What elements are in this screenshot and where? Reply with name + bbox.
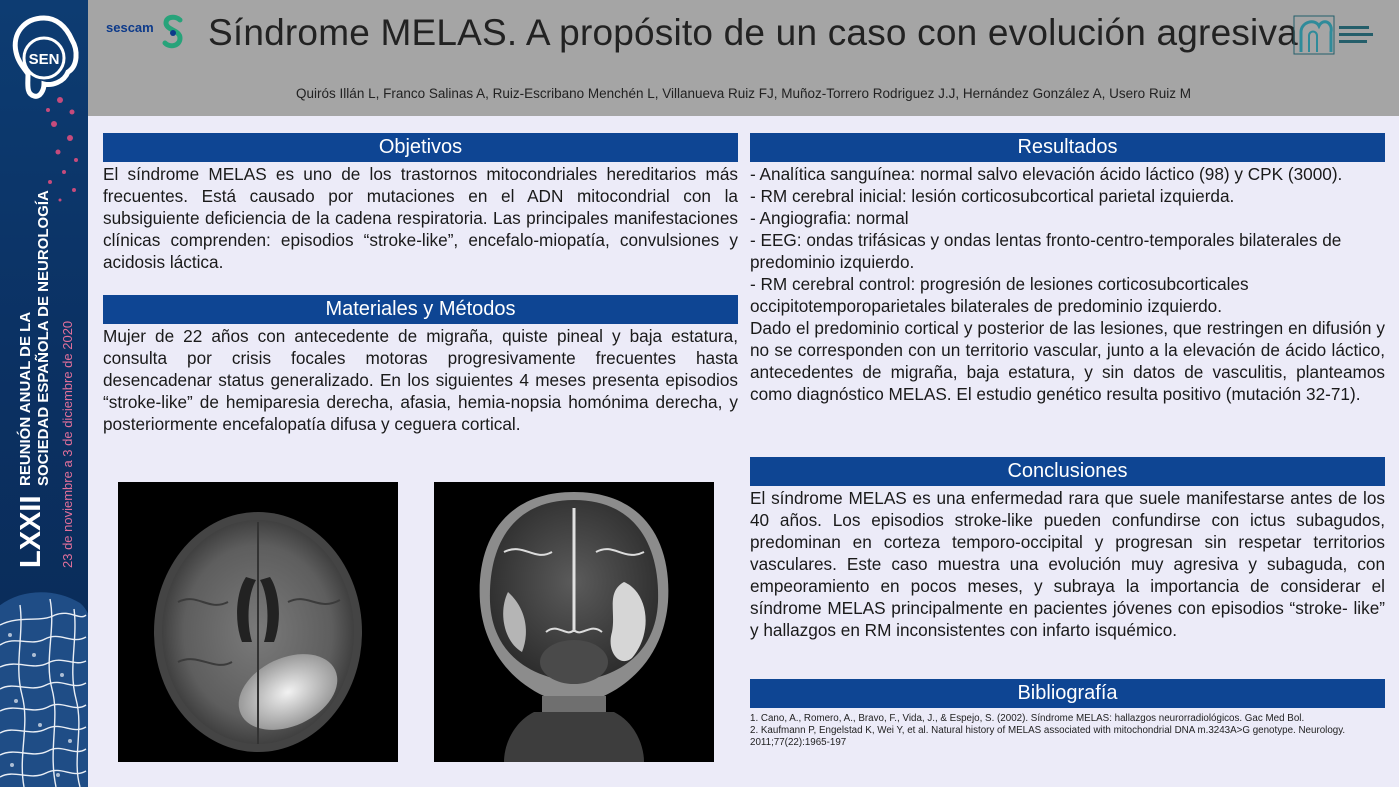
resultados-item: - Angiografia: normal bbox=[750, 208, 909, 228]
mri-axial-image bbox=[118, 482, 398, 762]
gerencia-logo bbox=[1293, 14, 1379, 58]
objetivos-heading: Objetivos bbox=[103, 133, 738, 162]
resultados-item: - Analítica sanguínea: normal salvo elevación ácido láctico (98) y CPK (3000). bbox=[750, 164, 1343, 184]
poster-body bbox=[88, 116, 1399, 787]
conclusiones-heading: Conclusiones bbox=[750, 457, 1385, 486]
poster-header bbox=[88, 0, 1399, 116]
event-name-line2: SOCIEDAD ESPAÑOLA DE NEUROLOGÍA bbox=[35, 190, 52, 486]
event-dates: 23 de noviembre a 3 de diciembre de 2020 bbox=[60, 320, 75, 568]
resultados-list bbox=[750, 163, 1385, 405]
resultados-discussion: Dado el predominio cortical y posterior de las lesiones, que restringen en difusión y no se corresponden con un territorio vascular, junto a la elevación de ácido láctico, antecedentes de migraña, baja estatura, y sin datos de vasculitis, planteamos como diagnóstico MELAS. El estudio genético resulta positivo (mutación 32-71). bbox=[750, 318, 1385, 404]
reference-item: 2. Kaufmann P, Engelstad K, Wei Y, et al. Natural history of MELAS associated with mitochondrial DNA m.3243A>G genotype. Neurology. 2011;77(22):1965-197 bbox=[750, 725, 1346, 748]
reference-item: 1. Cano, A., Romero, A., Bravo, F., Vida, J., & Espejo, S. (2002). Síndrome MELAS: hallazgos neurorradiológicos. Gac Med Bol. bbox=[750, 713, 1305, 724]
sescam-wordmark: sescam bbox=[106, 20, 154, 35]
event-name-line1: REUNIÓN ANUAL DE LA bbox=[17, 311, 34, 486]
brain-illustration bbox=[0, 585, 88, 787]
conclusiones-text: El síndrome MELAS es una enfermedad rara que suele manifestarse antes de los 40 años. Los episodios stroke-like pueden confundirse con ictus subagudos, predominan en corteza temporo-occipital y progresan sin respetar territorios vasculares. Este caso muestra una evolución muy agresiva y subaguda, con empeoramiento en pocos meses, y subraya la importancia de considerar el síndrome MELAS principalmente en pacientes jóvenes con episodios “stroke- like” y hallazgos en RM inconsistentes con infarto isquémico. bbox=[750, 488, 1385, 640]
resultados-item: - RM cerebral inicial: lesión corticosubcortical parietal izquierda. bbox=[750, 186, 1235, 206]
resultados-heading: Resultados bbox=[750, 133, 1385, 162]
poster-title: Síndrome MELAS. A propósito de un caso con evolución agresiva bbox=[208, 12, 1298, 53]
sidebar bbox=[0, 0, 88, 787]
bibliografia-list bbox=[750, 713, 1387, 749]
sescam-logo bbox=[106, 14, 186, 54]
objetivos-text: El síndrome MELAS es uno de los trastornos mitocondriales hereditarios más frecuentes. Está causado por mutaciones en el ADN mitocondrial con la subsiguiente deficiencia de la cadena respiratoria. Las principales manifestaciones clínicas comprenden: episodios “stroke-like”, encefalo-miopatía, convulsiones y acidosis láctica. bbox=[103, 164, 738, 272]
sescam-s-icon bbox=[162, 14, 184, 52]
materiales-heading: Materiales y Métodos bbox=[103, 295, 738, 324]
resultados-item: - RM cerebral control: progresión de lesiones corticosubcorticales occipitotemporoparietales bilaterales de predominio izquierdo. bbox=[750, 274, 1249, 316]
sen-logo-text: SEN bbox=[28, 51, 60, 68]
materiales-text: Mujer de 22 años con antecedente de migraña, quiste pineal y baja estatura, consulta por crisis focales motoras progresivamente frecuentes hasta desencadenar status generalizado. En los siguientes 4 meses presenta episodios “stroke-like” de hemiparesia derecha, afasia, hemia-nopsia homónima derecha, y posteriormente encefalopatía difusa y ceguera cortical. bbox=[103, 326, 738, 434]
authors-list: Quirós Illán L, Franco Salinas A, Ruiz-Escribano Menchén L, Villanueva Ruiz FJ, Muñoz-Torrero Rodriguez J.J, Hernández González A, Usero Ruiz M bbox=[296, 86, 1191, 101]
resultados-item: - EEG: ondas trifásicas y ondas lentas fronto-centro-temporales bilaterales de predominio izquierdo. bbox=[750, 230, 1342, 272]
bibliografia-heading: Bibliografía bbox=[750, 679, 1385, 708]
mri-coronal-image bbox=[434, 482, 714, 762]
event-edition: LXXII bbox=[15, 495, 47, 568]
